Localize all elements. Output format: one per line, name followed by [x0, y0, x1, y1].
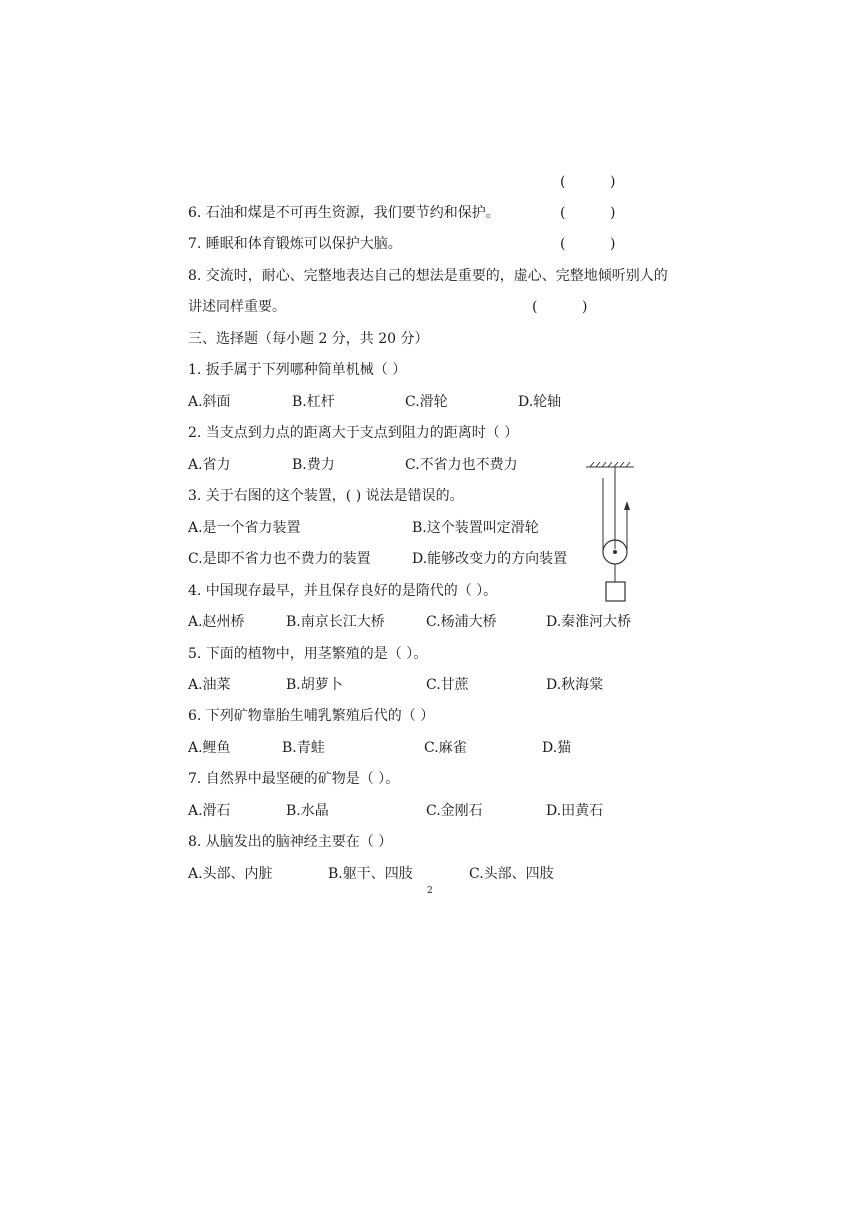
option-d: D.能够改变力的方向装置 — [412, 551, 568, 567]
option-a: A.省力 — [188, 457, 231, 473]
judgement-q7: 7. 睡眠和体育锻炼可以保护大脑。 — [188, 236, 402, 252]
question-stem-6: 6. 下列矿物靠胎生哺乳繁殖后代的（ ） — [188, 708, 435, 724]
option-c: C.甘蔗 — [426, 677, 469, 693]
option-c: C.杨浦大桥 — [426, 614, 497, 630]
question-stem-2: 2. 当支点到力点的距离大于支点到阻力的距离时（ ） — [188, 425, 519, 441]
option-a: A.油菜 — [188, 677, 231, 693]
option-a: A.鲤鱼 — [188, 740, 231, 756]
pulley-axle — [613, 550, 617, 554]
option-c: C.是即不省力也不费力的装置 — [188, 551, 371, 567]
option-c: C.滑轮 — [405, 394, 448, 410]
option-b: B.杠杆 — [292, 394, 335, 410]
option-b: B.水晶 — [286, 803, 329, 819]
option-d: D.秋海棠 — [546, 677, 604, 693]
option-c: C.头部、四肢 — [469, 866, 554, 882]
question-stem-5: 5. 下面的植物中，用茎繁殖的是（ ）。 — [188, 646, 428, 662]
question-stem-8: 8. 从脑发出的脑神经主要在（ ） — [188, 834, 393, 850]
judgement-q8-line1: 8. 交流时，耐心、完整地表达自己的想法是重要的，虚心、完整地倾听别人的 — [188, 268, 668, 284]
option-a: A.斜面 — [188, 394, 231, 410]
answer-blank-q6: ( ) — [560, 205, 616, 221]
page-number: 2 — [427, 886, 433, 896]
option-c: C.金刚石 — [426, 803, 483, 819]
answer-blank-q5: ( ) — [560, 174, 616, 190]
option-d: D.田黄石 — [546, 803, 604, 819]
option-b: B.胡萝卜 — [286, 677, 343, 693]
ceiling-hatching — [586, 462, 634, 467]
option-b: B.费力 — [292, 457, 335, 473]
option-a: A.头部、内脏 — [188, 866, 273, 882]
answer-blank-q8: ( ) — [532, 299, 588, 315]
answer-blank-q7: ( ) — [560, 236, 616, 252]
option-a: A.是一个省力装置 — [188, 520, 301, 536]
fixed-pulley-figure — [580, 458, 640, 608]
option-b: B.南京长江大桥 — [286, 614, 385, 630]
option-d: D.猫 — [542, 740, 572, 756]
option-b: B.这个装置叫定滑轮 — [412, 520, 539, 536]
option-c: C.不省力也不费力 — [405, 457, 518, 473]
question-stem-7: 7. 自然界中最坚硬的矿物是（ ）。 — [188, 771, 400, 787]
question-stem-1: 1. 扳手属于下列哪种简单机械（ ） — [188, 362, 407, 378]
option-d: D.秦淮河大桥 — [546, 614, 632, 630]
option-b: B.青蛙 — [282, 740, 325, 756]
option-d: D.轮轴 — [518, 394, 562, 410]
option-c: C.麻雀 — [424, 740, 467, 756]
option-b: B.躯干、四肢 — [328, 866, 413, 882]
judgement-q6: 6. 石油和煤是不可再生资源，我们要节约和保护。 — [188, 205, 500, 221]
arrow-up-icon — [624, 501, 630, 510]
question-stem-3: 3. 关于右图的这个装置，( ) 说法是错误的。 — [188, 488, 464, 504]
option-a: A.赵州桥 — [188, 614, 245, 630]
option-a: A.滑石 — [188, 803, 231, 819]
section-title: 三、选择题（每小题 2 分，共 20 分） — [188, 331, 429, 347]
load-block — [606, 582, 625, 601]
question-stem-4: 4. 中国现存最早，并且保存良好的是隋代的（ ）。 — [188, 583, 498, 599]
judgement-q8-line2: 讲述同样重要。 — [188, 299, 286, 315]
